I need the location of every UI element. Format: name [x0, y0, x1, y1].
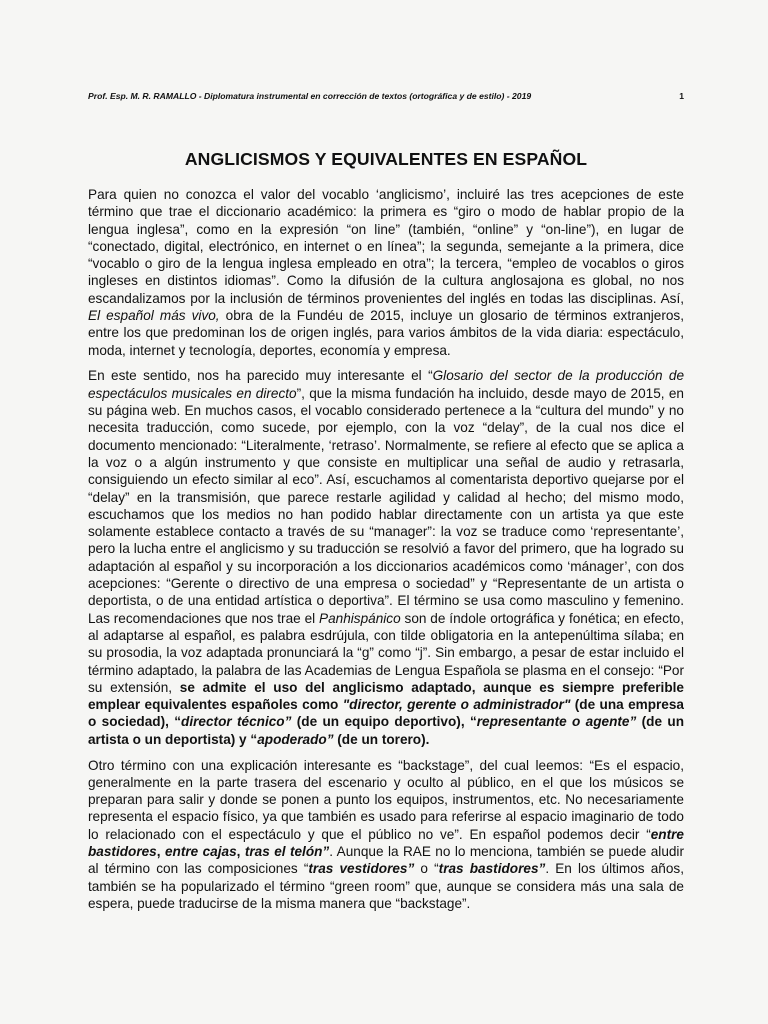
bold-italic-run: tras bastidores” — [438, 861, 546, 877]
bold-italic-run: director técnico” — [181, 714, 292, 730]
paragraph-3 — [88, 757, 684, 913]
bold-run: , — [236, 843, 245, 859]
paragraph-1 — [88, 186, 684, 359]
text-run: obra de la Fundéu de 2015, incluye un glosario de términos extranjeros, entre los que predominan los de origen inglés, para varios ámbitos de la vida diaria: espectáculo, moda, internet y tecnología, deportes, economía y empresa. — [88, 308, 684, 358]
bold-italic-run: tras el telón” — [244, 843, 330, 859]
text-run: . Aunque la RAE no lo menciona, también se puede aludir al término con las composiciones “ — [88, 843, 684, 877]
bold-run: (de un equipo deportivo), “ — [291, 714, 477, 730]
text-run: Para quien no conozca el valor del vocablo ‘anglicismo’, incluiré las tres acepciones de este término que trae el diccionario académico: la primera es “giro o modo de hablar propio de la lengua inglesa”, como en la expresión “on line” (también, “online” y “on-line”), en lugar de “conectado, digital, electrónico, en internet o en línea”; la segunda, semejante a la primera, dice “vocablo o giro de la lengua inglesa empleado en otra”; la tercera, “empleo de vocablos o giros ingleses en distintos idiomas”. Como la difusión de la cultura anglosajona es global, no nos escandalizamos por la inclusión de términos provenientes del inglés en todas las disciplinas. Así, — [88, 187, 684, 306]
glossary-title-italic: Glosario del sector de la producción de espectáculos musicales en directo — [88, 368, 685, 401]
bold-italic-run: entre bastidores — [88, 826, 684, 859]
running-title: Prof. Esp. M. R. RAMALLO - Diplomatura instrumental en corrección de textos (ortográfica y de estilo) - 2019 — [88, 91, 532, 101]
document-body — [88, 186, 684, 921]
bold-italic-run: representante o agente” — [476, 714, 637, 730]
bold-run: (de un artista o un deportista) y “ — [88, 714, 685, 747]
running-header — [88, 91, 684, 101]
bold-run: (de una empresa o sociedad), “ — [88, 697, 684, 730]
bold-run: (de un torero). — [333, 731, 430, 747]
text-run: o “ — [414, 861, 439, 877]
book-title-italic: El español más vivo, — [88, 308, 220, 324]
italic-run: Panhispánico — [319, 610, 401, 626]
bold-run: , — [156, 843, 165, 859]
text-run: son de índole ortográfica y fonética; en efecto, al adaptarse al español, es palabra esdrújula, con tilde obligatoria en la antepenúltima sílaba; en su prosodia, la voz adaptada pronunciará la “g” como “j”. Sin embargo, a pesar de estar incluido el término adaptado, la palabra de las Academias de Lengua Española se plasma en el consejo: “Por su extensión, — [88, 610, 684, 695]
page-number: 1 — [679, 91, 684, 101]
text-run: . En los últimos años, también se ha popularizado el término “green room” que, aunque se considera más una sala de espera, puede traducirse de la misma manera que “backstage”. — [88, 861, 685, 911]
bold-italic-run: entre cajas — [164, 843, 237, 859]
bold-italic-run: "director, gerente o administrador" — [342, 697, 571, 713]
text-run: En este sentido, nos ha parecido muy interesante el “ — [88, 368, 433, 384]
document-title: ANGLICISMOS Y EQUIVALENTES EN ESPAÑOL — [184, 149, 588, 169]
paragraph-2 — [88, 367, 684, 748]
bold-run: se admite el uso del anglicismo adaptado, aunque es siempre preferible emplear equivalentes españoles como — [88, 679, 684, 713]
bold-italic-run: tras vestidores” — [308, 861, 415, 877]
text-run: ”, que la misma fundación ha incluido, desde mayo de 2015, en su página web. En muchos casos, el vocablo considerado pertenece a la “cultura del mundo” y no necesita traducción, como sucede, por ejemplo, con la voz “delay”, de la cual nos dice el documento mencionado: “Literalmente, ‘retraso’. Normalmente, se refiere al efecto que se aplica a la voz o a algún instrumento y que consiste en multiplicar una señal de audio y retrasarla, consiguiendo un efecto similar al eco”. Así, escuchamos al comentarista deportivo quejarse por el “delay” en la transmisión, que parece restarle agilidad y calidad al hecho; del mismo modo, escuchamos que los medios no han podido hablar directamente con un artista ya que este solamente establece contacto a través de su “manager”: la voz se traduce como ‘representante’, pero la lucha entre el anglicismo y su traducción se resolvió a favor del primero, que ha logrado su adaptación al español y su incorporación a los diccionarios académicos como ‘mánager’, con dos acepciones: “Gerente o directivo de una empresa o sociedad” y “Representante de un artista o deportista, o de una entidad artística o deportiva”. El término se usa como masculino y femenino. Las recomendaciones que nos trae el — [88, 385, 684, 626]
text-run: Otro término con una explicación interesante es “backstage”, del cual leemos: “Es el espacio, generalmente en la parte trasera del escenario y oculto al público, en el que los músicos se preparan para salir y donde se ponen a punto los equipos, instrumentos, etc. No necesariamente representa el espacio físico, ya que también es usado para referirse al espacio imaginario de todo lo relacionado con el espectáculo y que el público no ve”. En español podemos decir “ — [88, 757, 684, 842]
bold-italic-run: apoderado” — [257, 731, 334, 747]
